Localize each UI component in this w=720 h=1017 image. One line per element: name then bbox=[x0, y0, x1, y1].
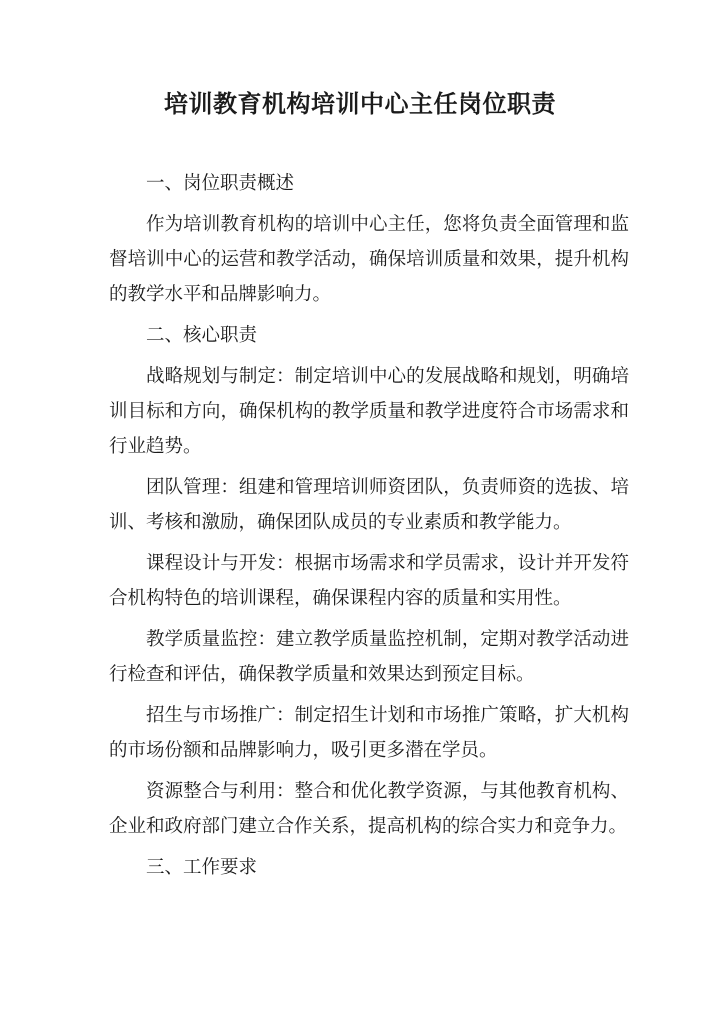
paragraph-resource-integration: 资源整合与利用：整合和优化教学资源，与其他教育机构、企业和政府部门建立合作关系，提高机构的综合实力和竞争力。 bbox=[109, 781, 629, 837]
paragraph-team-management: 团队管理：组建和管理培训师资团队，负责师资的选拔、培训、考核和激励，确保团队成员的专业素质和教学能力。 bbox=[109, 477, 629, 533]
paragraph-course-design: 课程设计与开发：根据市场需求和学员需求，设计并开发符合机构特色的培训课程，确保课程内容的质量和实用性。 bbox=[109, 553, 629, 609]
paragraph-quality-monitoring: 教学质量监控：建立教学质量监控机制，定期对教学活动进行检查和评估，确保教学质量和效果达到预定目标。 bbox=[109, 629, 629, 685]
document-body bbox=[109, 166, 629, 891]
paragraph-overview: 作为培训教育机构的培训中心主任，您将负责全面管理和监督培训中心的运营和教学活动，确保培训质量和效果，提升机构的教学水平和品牌影响力。 bbox=[109, 214, 629, 305]
section-heading-overview: 一、岗位职责概述 bbox=[146, 173, 295, 194]
document-title: 培训教育机构培训中心主任岗位职责 bbox=[164, 89, 556, 118]
section-heading-core-duties: 二、核心职责 bbox=[146, 325, 258, 346]
section-heading-requirements: 三、工作要求 bbox=[146, 857, 258, 878]
paragraph-enrollment-marketing: 招生与市场推广：制定招生计划和市场推广策略，扩大机构的市场份额和品牌影响力，吸引更多潜在学员。 bbox=[109, 705, 629, 761]
paragraph-strategy: 战略规划与制定：制定培训中心的发展战略和规划，明确培训目标和方向，确保机构的教学质量和教学进度符合市场需求和行业趋势。 bbox=[109, 366, 629, 457]
